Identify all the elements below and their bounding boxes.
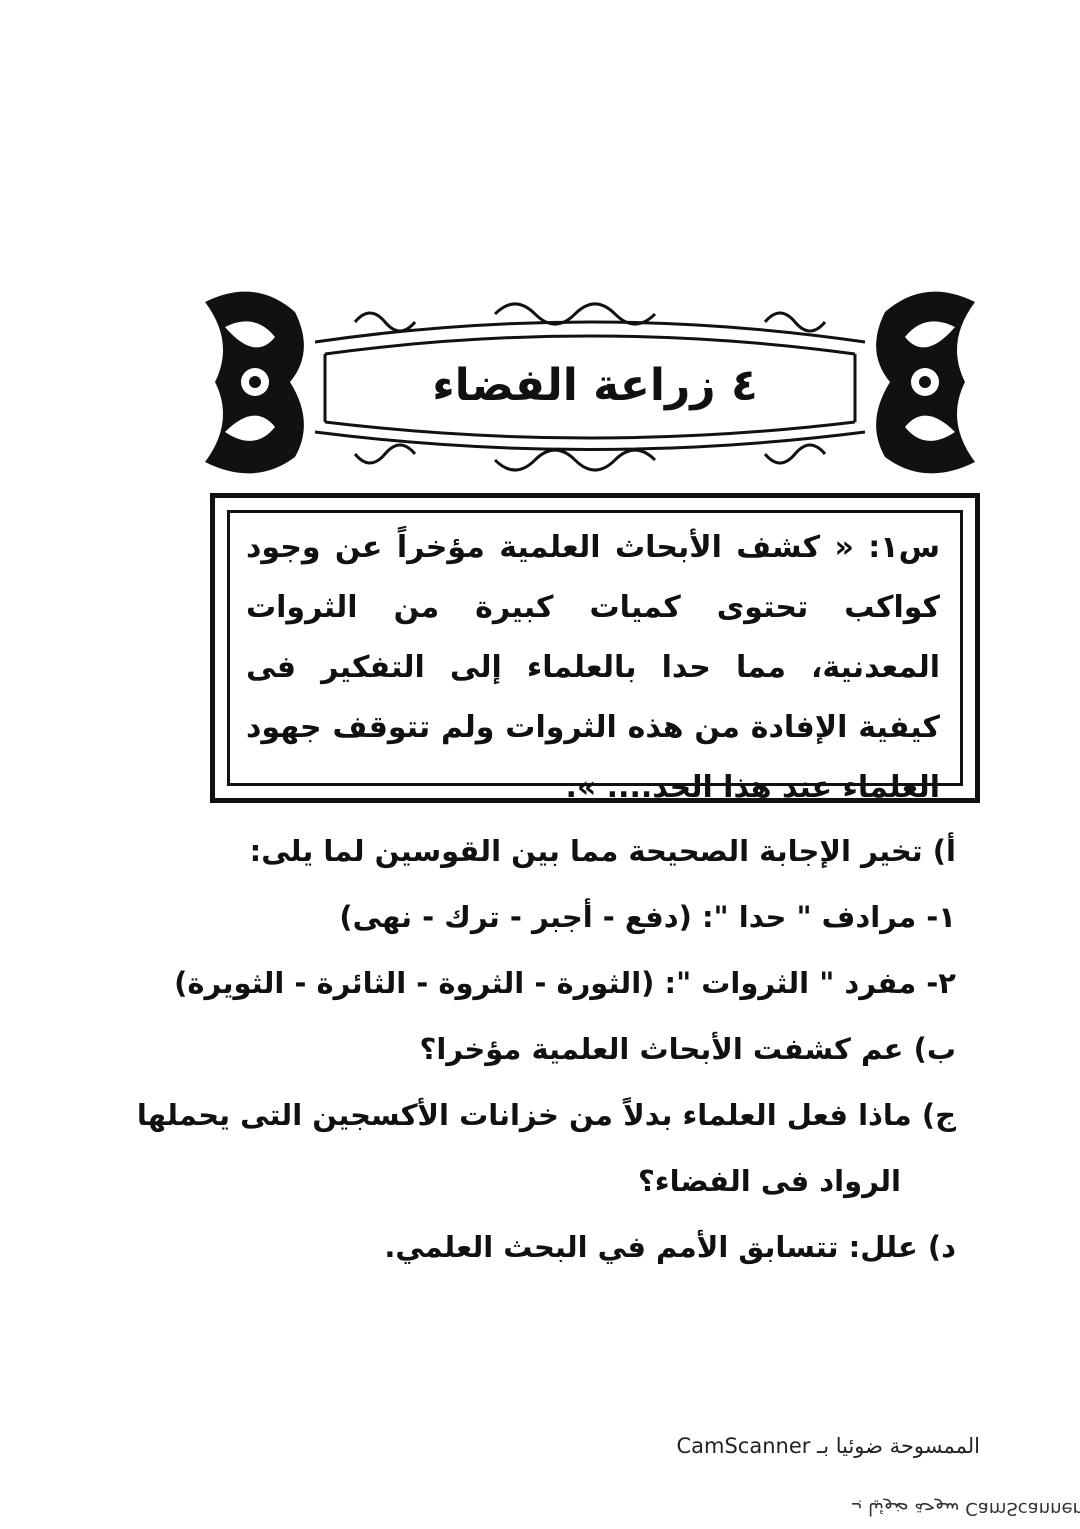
question-d: د) علل: تتسابق الأمم في البحث العلمي. (384, 1230, 956, 1264)
camscanner-watermark: الممسوحة ضوئيا بـ CamScanner (676, 1434, 980, 1458)
question-c: ج) ماذا فعل العلماء بدلاً من خزانات الأكسجين التى يحملها (136, 1098, 956, 1132)
lesson-title: ٤ زراعة الفضاء (432, 359, 758, 411)
left-floral-ornament (205, 292, 304, 474)
questions-section (136, 818, 956, 1280)
right-floral-ornament (876, 292, 975, 474)
question-b: ب) عم كشفت الأبحاث العلمية مؤخرا؟ (419, 1032, 956, 1066)
question-c-continuation: الرواد فى الفضاء؟ (637, 1164, 901, 1198)
question-a: أ) تخير الإجابة الصحيحة مما بين القوسين لما يلى: (249, 834, 956, 868)
camscanner-watermark-mirrored: سوحة ضوئيا بـ CamScanner (852, 1498, 1080, 1519)
question-a-item-2: ٢- مفرد " الثروات ": (الثورة - الثروة - الثائرة - الثويرة) (174, 966, 956, 1000)
question-a-item-1: ١- مرادف " حدا ": (دفع - أجبر - ترك - نهى) (339, 900, 956, 934)
passage-text: س١: « كشف الأبحاث العلمية مؤخراً عن وجود كواكب تحتوى كميات كبيرة من الثروات المعدنية، مما حدا بالعلماء إلى التفكير فى كيفية الإفادة من هذه الثروات ولم تتوقف جهود العلماء عند هذا الحد.... ». (246, 530, 940, 805)
